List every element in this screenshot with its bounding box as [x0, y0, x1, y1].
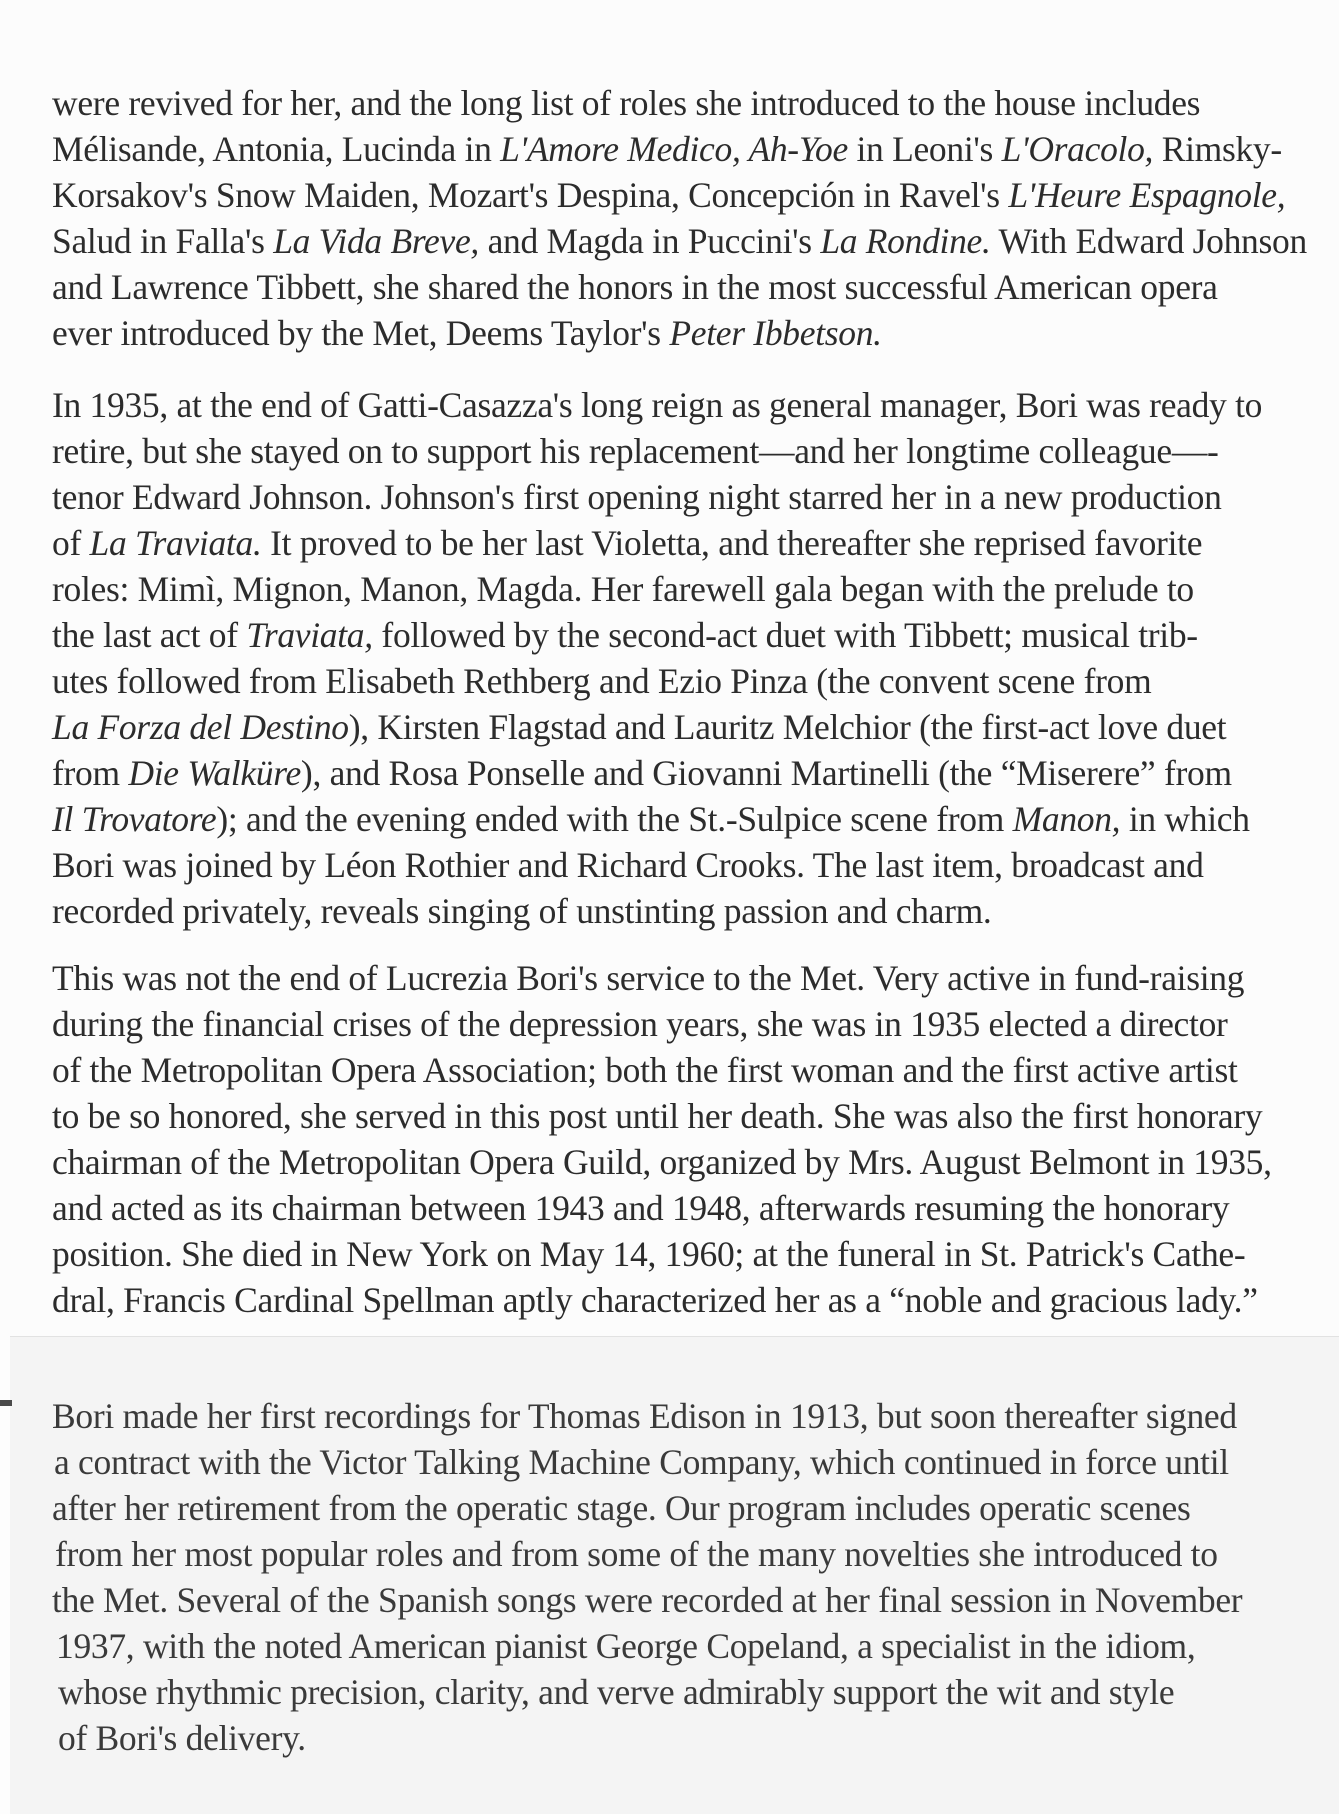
text-run: whose rhythmic precision, clarity, and verve admirably support the wit and style — [58, 1672, 1175, 1712]
text-run: to be so honored, she served in this post until her death. She was also the first honorary — [52, 1096, 1263, 1136]
italic-title: La Vida Breve, — [273, 221, 479, 261]
text-line — [52, 1185, 1330, 1231]
italic-title: La Traviata. — [89, 523, 262, 563]
text-run: of the Metropolitan Opera Association; both the first woman and the first active artist — [52, 1050, 1238, 1090]
italic-title: Traviata, — [246, 615, 373, 655]
text-line — [52, 888, 1330, 934]
italic-title: L'Oracolo, — [1001, 129, 1154, 169]
text-line — [52, 1439, 1330, 1485]
text-line — [52, 842, 1330, 888]
text-line — [52, 1139, 1330, 1185]
italic-title: L'Amore Medico, Ah-Yoe — [500, 129, 848, 169]
text-line — [52, 1393, 1330, 1439]
paragraph-met-service — [52, 955, 1330, 1323]
text-line — [52, 566, 1330, 612]
paragraph-roles — [52, 80, 1330, 356]
text-run: after her retirement from the operatic stage. Our program includes operatic scenes — [52, 1488, 1191, 1528]
text-run: chairman of the Metropolitan Opera Guild, organized by Mrs. August Belmont in 1935, — [52, 1142, 1272, 1182]
text-line — [52, 1093, 1330, 1139]
text-line — [52, 310, 1330, 356]
text-run: 1937, with the noted American pianist George Copeland, a specialist in the idiom, — [56, 1626, 1196, 1666]
paragraph-recordings — [52, 1393, 1330, 1761]
text-line — [52, 1577, 1330, 1623]
text-run: a contract with the Victor Talking Machine Company, which continued in force until — [54, 1442, 1229, 1482]
text-line — [52, 955, 1330, 1001]
text-line — [52, 1715, 1330, 1761]
text-run: With Edward Johnson — [990, 221, 1307, 261]
text-run: from her most popular roles and from some of the many novelties she introduced to — [55, 1534, 1218, 1574]
text-line — [52, 658, 1330, 704]
text-run: This was not the end of Lucrezia Bori's service to the Met. Very active in fund-raising — [52, 958, 1245, 998]
text-run: followed by the second-act duet with Tibbett; musical trib- — [372, 615, 1198, 655]
text-run: recorded privately, reveals singing of unstinting passion and charm. — [52, 891, 992, 931]
sheet-edge-mark — [0, 1400, 12, 1406]
italic-title: La Forza del Destino — [52, 707, 349, 747]
text-line — [52, 1001, 1330, 1047]
text-run: Korsakov's Snow Maiden, Mozart's Despina, Concepción in Ravel's — [52, 175, 1009, 215]
text-line — [52, 704, 1330, 750]
text-line — [52, 218, 1330, 264]
italic-title: Die Walküre — [128, 753, 301, 793]
text-run: the last act of — [52, 615, 247, 655]
italic-title: L'Heure Espagnole, — [1008, 175, 1286, 215]
text-run: Bori made her first recordings for Thomas Edison in 1913, but soon thereafter signed — [52, 1396, 1237, 1436]
text-run: ), and Rosa Ponselle and Giovanni Martinelli (the “Miserere” from — [300, 753, 1232, 793]
text-line — [52, 750, 1330, 796]
text-run: and Magda in Puccini's — [479, 221, 821, 261]
italic-title: Peter Ibbetson. — [669, 313, 882, 353]
text-line — [52, 382, 1330, 428]
text-run: were revived for her, and the long list of roles she introduced to the house includes — [52, 83, 1201, 123]
text-line — [52, 796, 1330, 842]
text-line — [52, 1047, 1330, 1093]
text-line — [52, 612, 1330, 658]
text-line — [52, 80, 1330, 126]
text-run: ), Kirsten Flagstad and Lauritz Melchior (the first-act love duet — [348, 707, 1227, 747]
text-line — [52, 1623, 1330, 1669]
text-line — [52, 264, 1330, 310]
text-line — [52, 1531, 1330, 1577]
text-run: position. She died in New York on May 14, 1960; at the funeral in St. Patrick's Cathe- — [52, 1234, 1246, 1274]
text-run: ); and the evening ended with the St.-Sulpice scene from — [216, 799, 1013, 839]
text-run: in which — [1120, 799, 1250, 839]
text-run: from — [52, 753, 129, 793]
text-run: tenor Edward Johnson. Johnson's first opening night starred her in a new production — [52, 477, 1222, 517]
text-run: retire, but she stayed on to support his replacement—and her longtime colleague—- — [52, 431, 1219, 471]
text-run: during the financial crises of the depression years, she was in 1935 elected a director — [52, 1004, 1228, 1044]
text-run: ever introduced by the Met, Deems Taylor's — [52, 313, 670, 353]
text-run: Salud in Falla's — [52, 221, 274, 261]
text-line — [52, 1277, 1330, 1323]
italic-title: Il Trovatore — [52, 799, 217, 839]
text-run: dral, Francis Cardinal Spellman aptly characterized her as a “noble and gracious lady.” — [52, 1280, 1258, 1320]
text-line — [52, 172, 1330, 218]
text-run: Rimsky- — [1153, 129, 1282, 169]
text-line — [52, 1231, 1330, 1277]
text-line — [52, 1485, 1330, 1531]
text-run: Mélisande, Antonia, Lucinda in — [52, 129, 501, 169]
text-line — [52, 474, 1330, 520]
text-line — [52, 126, 1330, 172]
text-run: of Bori's delivery. — [58, 1718, 306, 1758]
text-run: and Lawrence Tibbett, she shared the honors in the most successful American opera — [52, 267, 1218, 307]
text-line — [52, 428, 1330, 474]
paragraph-farewell — [52, 382, 1330, 934]
text-run: Bori was joined by Léon Rothier and Richard Crooks. The last item, broadcast and — [52, 845, 1204, 885]
text-run: the Met. Several of the Spanish songs were recorded at her final session in November — [52, 1580, 1243, 1620]
text-line — [52, 520, 1330, 566]
italic-title: Manon, — [1012, 799, 1121, 839]
text-run: of — [52, 523, 90, 563]
text-run: It proved to be her last Violetta, and thereafter she reprised favorite — [261, 523, 1203, 563]
text-run: roles: Mimì, Mignon, Manon, Magda. Her farewell gala began with the prelude to — [52, 569, 1194, 609]
text-run: utes followed from Elisabeth Rethberg and Ezio Pinza (the convent scene from — [52, 661, 1152, 701]
text-run: and acted as its chairman between 1943 and 1948, afterwards resuming the honorary — [52, 1188, 1230, 1228]
text-run: In 1935, at the end of Gatti-Casazza's long reign as general manager, Bori was ready to — [52, 385, 1263, 425]
text-run: in Leoni's — [847, 129, 1002, 169]
italic-title: La Rondine. — [820, 221, 991, 261]
text-line — [52, 1669, 1330, 1715]
